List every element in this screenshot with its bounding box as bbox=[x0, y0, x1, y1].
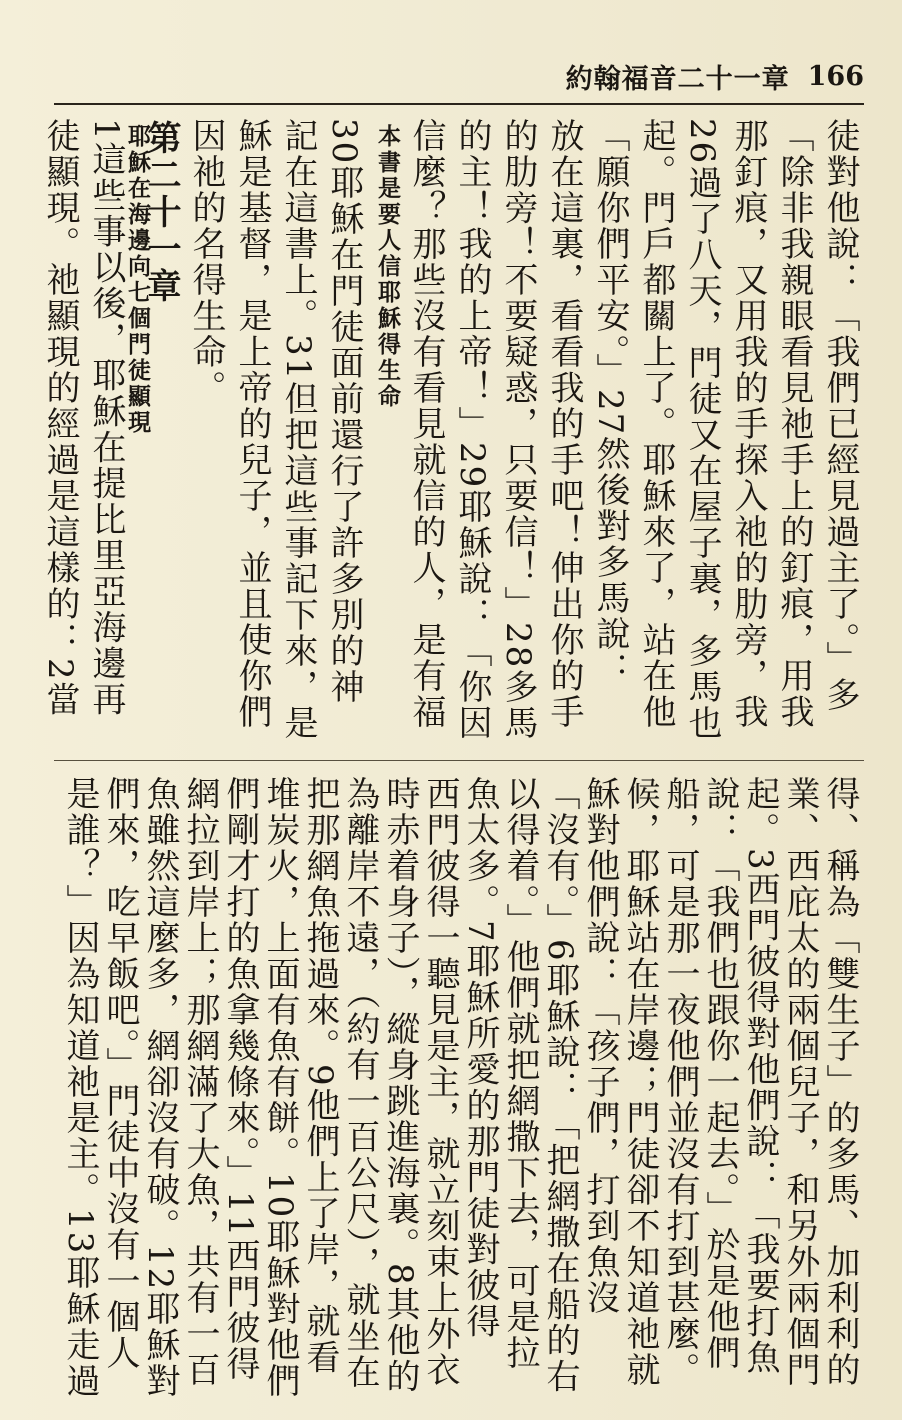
page-number: 166 bbox=[807, 60, 864, 92]
text-column: 得、稱為「雙生子」的多馬、加利利的 bbox=[820, 776, 860, 1388]
text-column: 西門彼得一聽見是主，就立刻束上外衣 bbox=[420, 776, 460, 1388]
text-column: 記在這書上。31但把這些事記下來，是 bbox=[278, 118, 318, 742]
text-column: 的肋旁！不要疑惑，只要信！」28多馬 bbox=[498, 118, 538, 742]
text-column: 穌是基督，是上帝的兒子，並且使你們 bbox=[232, 118, 272, 730]
section-title: 耶穌在海邊向七個門徒顯現 bbox=[124, 124, 150, 436]
text-column: 「除非我親眼看見祂手上的釘痕，用我 bbox=[774, 118, 814, 730]
text-column: 以得着。」他們就把網撒下去，可是拉 bbox=[500, 776, 540, 1371]
text-column: 船，可是那一夜他們並沒有打到甚麼。 bbox=[660, 776, 700, 1388]
text-column: 穌對他們說：「孩子們，打到魚沒 bbox=[580, 776, 620, 1316]
text-column: 時赤着身子），縱身跳進海裏。8其他的 bbox=[380, 776, 420, 1395]
text-column: 因祂的名得生命。 bbox=[186, 118, 226, 406]
text-column: 是誰？」因為知道祂是主。13耶穌走過 bbox=[60, 776, 100, 1400]
section-divider bbox=[54, 760, 864, 761]
chapter-title: 第二十一章 bbox=[141, 120, 181, 305]
sub-heading: 本書是要人信耶穌得生命 bbox=[374, 124, 400, 410]
text-column: 起。3西門彼得對他們說：「我要打魚 bbox=[740, 776, 780, 1376]
text-column: 那釘痕，又用我的手探入祂的肋旁，我 bbox=[728, 118, 768, 730]
text-column: 堆炭火，上面有魚有餅。10耶穌對他們 bbox=[260, 776, 300, 1400]
text-column: 說：「我們也跟你一起去。」於是他們 bbox=[700, 776, 740, 1371]
text-column: 業、西庇太的兩個兒子，和另外兩個門 bbox=[780, 776, 820, 1388]
text-column: 的主！我的上帝！」29耶穌說：「你因 bbox=[452, 118, 492, 742]
text-column: 候，耶穌站在岸邊；門徒卻不知道祂就 bbox=[620, 776, 660, 1388]
text-column: 信麼？那些沒有看見就信的人，是有福 bbox=[406, 118, 446, 730]
text-column: 們來，吃早飯吧。」門徒中沒有一個人 bbox=[100, 776, 140, 1371]
text-column: 魚太多。7耶穌所愛的那門徒對彼得 bbox=[460, 776, 500, 1340]
text-column: 徒對他說：「我們已經見過主了。」多 bbox=[820, 118, 860, 713]
text-column: 魚雖然這麼多，網卻沒有破。12耶穌對 bbox=[140, 776, 180, 1400]
text-column: 1這些事以後，耶穌在提比里亞海邊再 bbox=[86, 118, 126, 718]
text-column: 為離岸不遠，（約有一百公尺），就坐在 bbox=[340, 776, 380, 1390]
text-column: 30耶穌在門徒面前還行了許多別的神 bbox=[324, 118, 364, 706]
text-column: 們剛才打的魚拿幾條來。」11西門彼得 bbox=[220, 776, 260, 1383]
text-column: 26過了八天，門徒又在屋子裏，多馬也 bbox=[682, 118, 722, 742]
running-title: 約翰福音二十一章 bbox=[565, 63, 790, 95]
header-rule bbox=[54, 103, 864, 105]
text-column: 徒顯現。祂顯現的經過是這樣的：2當 bbox=[40, 118, 80, 718]
text-column: 網拉到岸上；那網滿了大魚，共有一百 bbox=[180, 776, 220, 1388]
running-header bbox=[60, 56, 864, 96]
text-column: 起。門戶都關上了。耶穌來了，站在他 bbox=[636, 118, 676, 730]
text-column: 「沒有。」6耶穌說：「把網撒在船的右 bbox=[540, 776, 580, 1395]
text-column: 「願你們平安。」27然後對多馬說： bbox=[590, 118, 630, 689]
text-column: 把那網魚拖過來。9他們上了岸，就看 bbox=[300, 776, 340, 1376]
text-column: 放在這裏，看看我的手吧！伸出你的手 bbox=[544, 118, 584, 730]
